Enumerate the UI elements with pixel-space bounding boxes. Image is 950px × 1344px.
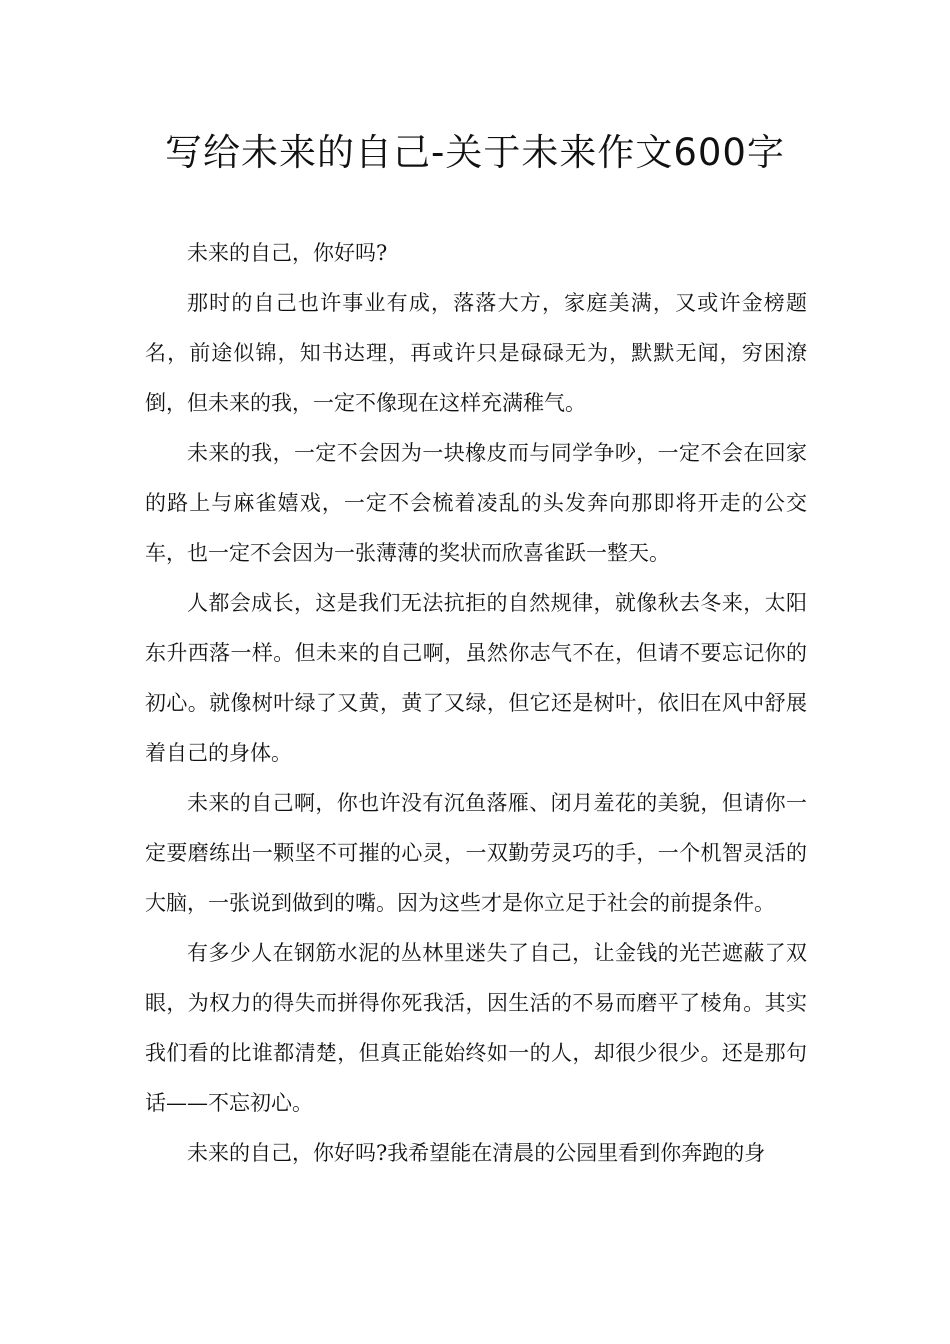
paragraph: 未来的自己啊，你也许没有沉鱼落雁、闭月羞花的美貌，但请你一定要磨练出一颗坚不可摧的心灵，一双勤劳灵巧的手，一个机智灵活的大脑，一张说到做到的嘴。因为这些才是你立足于社会的前提条件。	[145, 791, 807, 915]
document-title: 写给未来的自己-关于未来作文600字	[165, 131, 785, 174]
paragraph: 未来的我，一定不会因为一块橡皮而与同学争吵，一定不会在回家的路上与麻雀嬉戏，一定不会梳着凌乱的头发奔向那即将开走的公交车，也一定不会因为一张薄薄的奖状而欣喜雀跃一整天。	[145, 441, 807, 565]
paragraph: 那时的自己也许事业有成，落落大方，家庭美满，又或许金榜题名，前途似锦，知书达理，再或许只是碌碌无为，默默无闻，穷困潦倒，但未来的我，一定不像现在这样充满稚气。	[145, 291, 807, 415]
paragraph: 未来的自己，你好吗?	[187, 241, 388, 265]
paragraph: 未来的自己，你好吗?我希望能在清晨的公园里看到你奔跑的身	[187, 1141, 766, 1165]
document-body	[145, 228, 807, 1178]
paragraph: 有多少人在钢筋水泥的丛林里迷失了自己，让金钱的光芒遮蔽了双眼，为权力的得失而拼得你死我活，因生活的不易而磨平了棱角。其实我们看的比谁都清楚，但真正能始终如一的人，却很少很少。还是那句话——不忘初心。	[145, 941, 807, 1115]
paragraph: 人都会成长，这是我们无法抗拒的自然规律，就像秋去冬来，太阳东升西落一样。但未来的自己啊，虽然你志气不在，但请不要忘记你的初心。就像树叶绿了又黄，黄了又绿，但它还是树叶，依旧在风中舒展着自己的身体。	[145, 591, 807, 765]
